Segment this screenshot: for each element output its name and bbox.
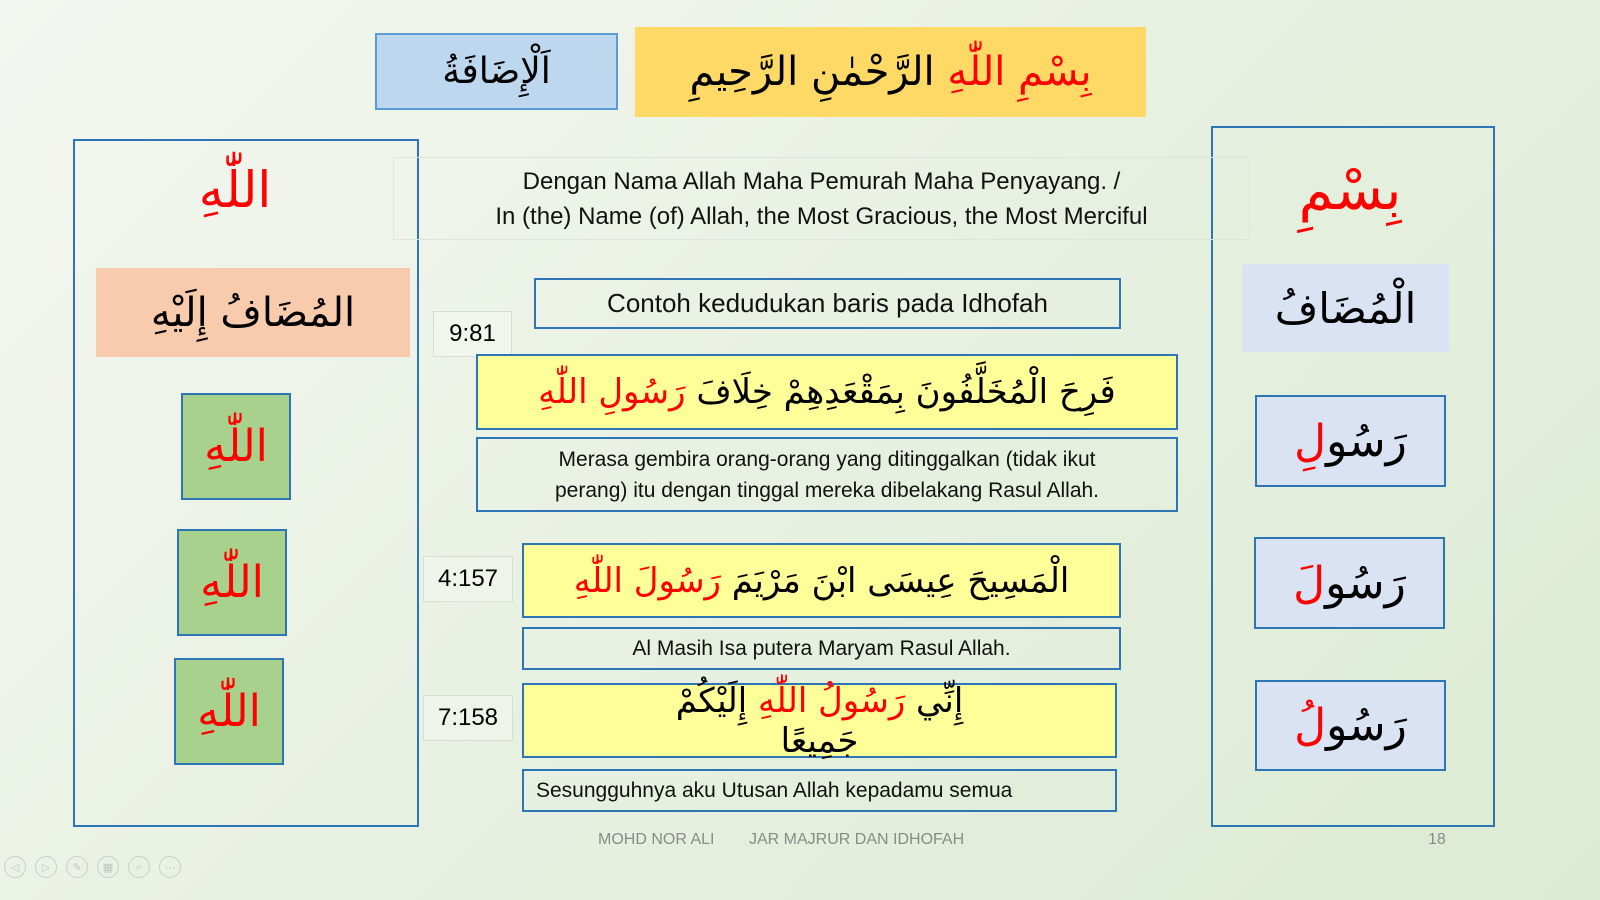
rasul-stem: رَسُو	[1326, 415, 1407, 467]
rasul-ending: لِ	[1294, 415, 1327, 467]
ayah-idhofah: رَسُولَ اللّٰهِ	[573, 560, 721, 601]
footer-author: MOHD NOR ALI	[598, 831, 715, 848]
right-item	[1254, 537, 1445, 629]
left-item: اللّٰهِ	[177, 529, 287, 636]
right-item	[1255, 395, 1446, 487]
idhofah-text: اَلْإِضَافَةُ	[442, 51, 551, 92]
ayah-ref: 9:81	[433, 311, 512, 357]
pen-icon[interactable]: ✎	[66, 856, 88, 878]
left-item: اللّٰهِ	[174, 658, 284, 765]
translation-line: Dengan Nama Allah Maha Pemurah Maha Penyayang. /	[522, 167, 1121, 195]
rasul-ending: لَ	[1293, 557, 1326, 609]
zoom-icon[interactable]: ⌕	[128, 856, 150, 878]
ayah-ref: 4:157	[423, 556, 513, 602]
ayah-text: فَرِحَ الْمُخَلَّفُونَ بِمَقْعَدِهِمْ خِلَافَ	[685, 372, 1116, 412]
right-heading: بِسْمِ	[1298, 157, 1402, 223]
rasul-ending: لُ	[1294, 700, 1327, 751]
page-number: 18	[1428, 831, 1446, 848]
ayah-text: إِلَيْكُمْ جَمِيعًا	[675, 680, 859, 761]
ayah-arabic	[522, 543, 1121, 618]
slides-grid-icon[interactable]: ▦	[97, 856, 119, 878]
ayah-arabic	[522, 680, 1117, 761]
ayah-idhofah: رَسُولُ اللّٰهِ	[757, 680, 906, 721]
ayah-arabic	[476, 354, 1178, 430]
ayah-ref: 7:158	[423, 695, 513, 741]
more-options-icon[interactable]: ⋯	[159, 856, 181, 878]
translation-line: In (the) Name (of) Allah, the Most Gracious, the Most Merciful	[495, 202, 1148, 230]
left-heading: اللّٰهِ	[198, 161, 272, 219]
ayah-text: إِنِّي	[905, 680, 964, 721]
translation-box	[393, 157, 1250, 240]
rasul-stem: رَسُو	[1326, 700, 1407, 751]
ayah-meaning	[476, 437, 1178, 512]
ayah-meaning: Al Masih Isa putera Maryam Rasul Allah.	[522, 627, 1121, 670]
ayah-meaning: Sesungguhnya aku Utusan Allah kepadamu semua	[522, 769, 1117, 812]
next-slide-icon[interactable]: ▷	[35, 856, 57, 878]
previous-slide-icon[interactable]: ◁	[4, 856, 26, 878]
bismillah-red: بِسْمِ اللّٰهِ	[934, 49, 1092, 95]
bismillah-title	[635, 27, 1146, 117]
ayah-idhofah: رَسُولِ اللّٰهِ	[538, 372, 686, 412]
idhofah-title	[375, 33, 618, 110]
meaning-line: perang) itu dengan tinggal mereka dibelakang Rasul Allah.	[554, 478, 1100, 502]
meaning-line: Merasa gembira orang-orang yang ditinggalkan (tidak ikut	[558, 447, 1096, 471]
bismillah-black: الرَّحْمٰنِ الرَّحِيمِ	[689, 49, 935, 95]
examples-title: Contoh kedudukan baris pada Idhofah	[534, 278, 1121, 329]
right-item	[1255, 680, 1446, 771]
footer-topic: JAR MAJRUR DAN IDHOFAH	[749, 831, 965, 848]
mudhaf-label: الْمُضَافُ	[1242, 264, 1449, 352]
rasul-stem: رَسُو	[1325, 557, 1406, 609]
ayah-text: الْمَسِيحَ عِيسَى ابْنَ مَرْيَمَ	[720, 560, 1070, 601]
mudhaf-ilaih-label: المُضَافُ إِلَيْهِ	[96, 268, 410, 357]
left-item: اللّٰهِ	[181, 393, 291, 500]
